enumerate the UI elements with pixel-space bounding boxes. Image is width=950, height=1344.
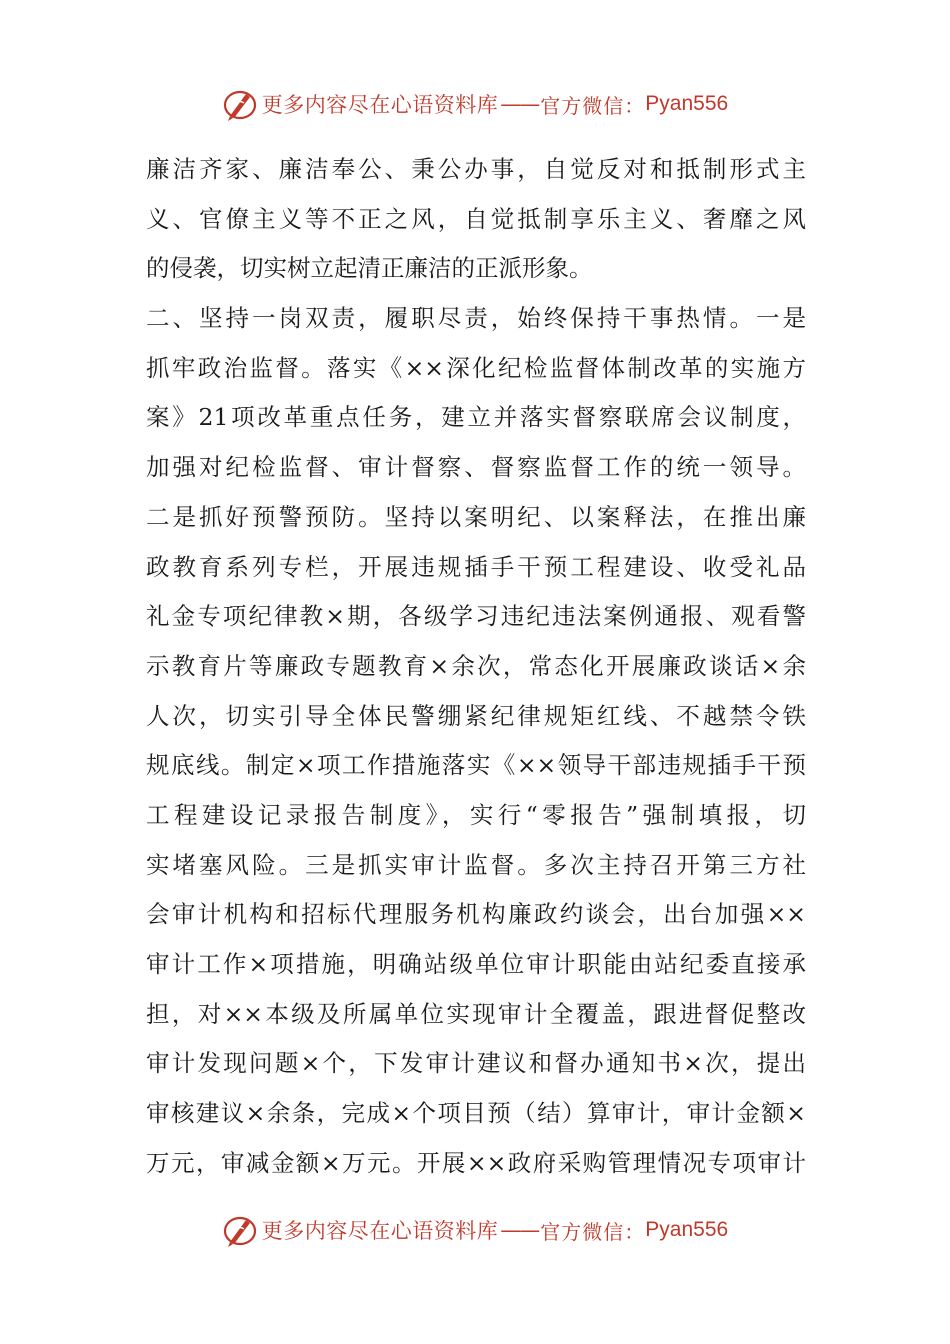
header-wechat-label: 官方微信： — [540, 93, 646, 118]
footer-site-name: 更多内容尽在心语资料库 — [261, 1219, 499, 1243]
body-line: 义、官僚主义等不正之风，自觉抵制享乐主义、奢靡之风 — [146, 204, 806, 233]
body-line: 政教育系列专栏，开展违规插手干预工程建设、收受礼品 — [146, 552, 806, 581]
body-line: 会审计机构和招标代理服务机构廉政约谈会，出台加强×× — [146, 900, 806, 929]
body-line: 审计工作×项措施，明确站级单位审计职能由站纪委直接承 — [146, 950, 806, 978]
footer-wechat-id: Pyan556 — [645, 1218, 729, 1241]
pen-logo-icon — [222, 86, 258, 122]
body-line: 加强对纪检监督、审计督察、督察监督工作的统一领导。 — [146, 453, 806, 482]
document-body — [146, 145, 806, 1188]
body-line: 实堵塞风险。三是抓实审计监督。多次主持召开第三方社 — [146, 850, 806, 879]
body-line: 廉洁齐家、廉洁奉公、秉公办事，自觉反对和抵制形式主 — [146, 155, 806, 183]
footer-wechat-label: 官方微信： — [540, 1219, 646, 1244]
body-line: 规底线。制定×项工作措施落实《××领导干部违规插手干预 — [146, 751, 806, 780]
footer-separator: —— — [500, 1218, 539, 1242]
body-line: 礼金专项纪律教×期，各级学习违纪违法案例通报、观看警 — [146, 602, 806, 631]
footer-banner — [0, 1210, 950, 1250]
header-banner — [0, 84, 950, 124]
body-line: 二是抓好预警预防。坚持以案明纪、以案释法，在推出廉 — [146, 502, 806, 531]
body-line: 抓牢政治监督。落实《××深化纪检监督体制改革的实施方 — [146, 353, 806, 382]
body-line: 的侵袭，切实树立起清正廉洁的正派形象。 — [146, 254, 593, 283]
body-line: 担，对××本级及所属单位实现审计全覆盖，跟进督促整改 — [146, 999, 806, 1028]
body-line: 工程建设记录报告制度》，实行“零报告”强制填报，切 — [146, 800, 806, 829]
body-line: 案》21项改革重点任务，建立并落实督察联席会议制度， — [146, 403, 806, 432]
pen-logo-icon — [222, 1212, 258, 1248]
body-line: 万元，审减金额×万元。开展××政府采购管理情况专项审计 — [146, 1148, 806, 1177]
body-line: 示教育片等廉政专题教育×余次，常态化开展廉政谈话×余 — [146, 651, 806, 680]
header-site-name: 更多内容尽在心语资料库 — [261, 93, 499, 117]
body-line: 审计发现问题×个，下发审计建议和督办通知书×次，提出 — [146, 1049, 806, 1078]
body-line: 人次，切实引导全体民警绷紧纪律规矩红线、不越禁令铁 — [146, 701, 806, 730]
body-line: 二、坚持一岗双责，履职尽责，始终保持干事热情。一是 — [146, 304, 806, 333]
body-line: 审核建议×余条，完成×个项目预（结）算审计，审计金额× — [146, 1099, 806, 1128]
header-wechat-id: Pyan556 — [645, 92, 729, 115]
header-separator: —— — [500, 92, 539, 116]
